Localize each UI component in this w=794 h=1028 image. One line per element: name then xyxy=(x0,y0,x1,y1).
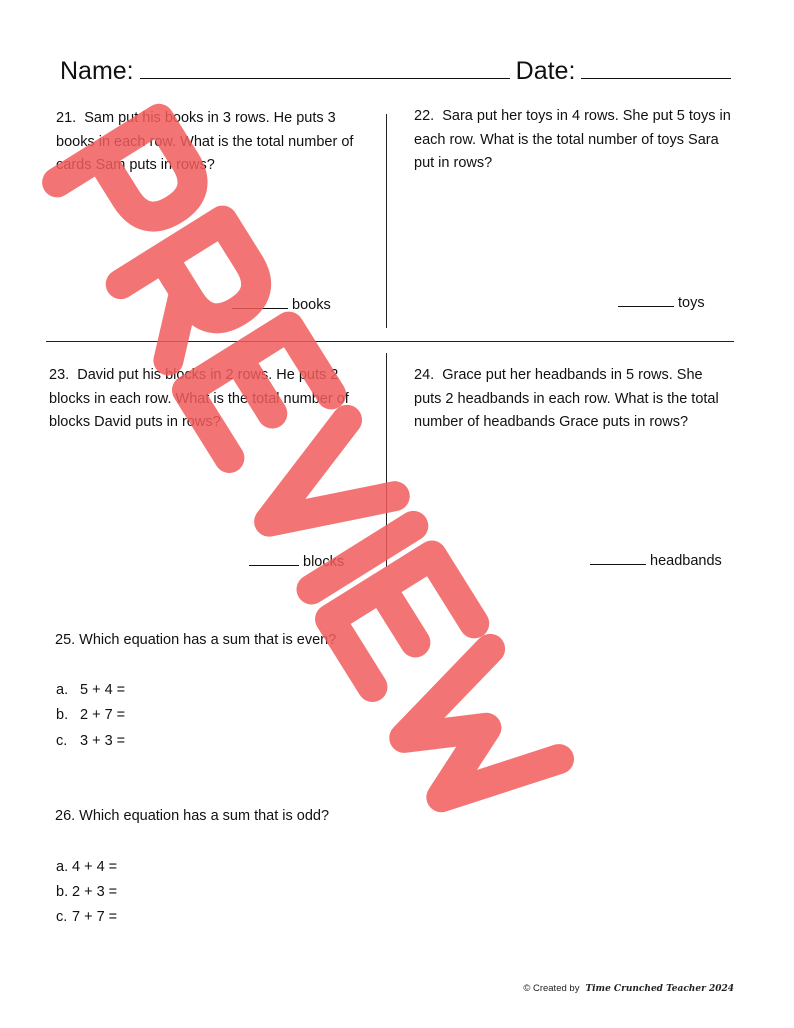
problem-24 xyxy=(414,364,732,435)
choice-25-b xyxy=(56,707,125,723)
problem-number: 21. xyxy=(56,110,77,126)
grid-divider-horizontal xyxy=(46,341,734,342)
date-label: Date: xyxy=(515,57,576,85)
footer-created-by: © Created by xyxy=(523,983,580,994)
problem-number: 22. xyxy=(414,108,435,124)
answer-blank-line xyxy=(618,296,674,307)
choice-equation: 7 + 7 = xyxy=(72,909,118,925)
choice-letter: c. xyxy=(56,909,68,925)
problem-text: Sam put his books in 3 rows. He puts 3 books in each row. What is the total number of cards Sam puts in rows? xyxy=(56,110,354,173)
question-26: 26. Which equation has a sum that is odd? xyxy=(55,808,330,824)
choice-equation: 2 + 7 = xyxy=(80,707,126,723)
answer-unit: books xyxy=(292,297,331,313)
problem-text: Grace put her headbands in 5 rows. She puts 2 headbands in each row. What is the total number of headbands Grace puts in rows? xyxy=(414,367,719,430)
date-blank-line xyxy=(581,54,731,79)
preview-watermark-letters xyxy=(57,119,559,823)
choice-equation: 3 + 3 = xyxy=(80,733,126,749)
choice-equation: 4 + 4 = xyxy=(72,859,118,875)
problem-23 xyxy=(49,364,377,435)
choice-26-b xyxy=(56,884,117,900)
answer-blank-line xyxy=(232,298,288,309)
choice-equation: 5 + 4 = xyxy=(80,682,126,698)
answer-21 xyxy=(232,297,331,313)
choice-25-c xyxy=(56,733,125,749)
choice-letter: a. xyxy=(56,859,69,875)
answer-22 xyxy=(618,295,705,311)
answer-23 xyxy=(249,554,344,570)
choice-26-a xyxy=(56,859,117,875)
name-label: Name: xyxy=(60,57,134,85)
choice-letter: a. xyxy=(56,682,69,698)
answer-blank-line xyxy=(590,554,646,565)
choice-letter: c. xyxy=(56,733,68,749)
choice-letter: b. xyxy=(56,707,69,723)
watermark-letter-v xyxy=(245,420,394,560)
problem-text: David put his blocks in 2 rows. He puts 2 blocks in each row. What is the total number of blocks David puts in rows? xyxy=(49,367,349,430)
watermark-letter-r xyxy=(121,221,270,361)
choice-letter: b. xyxy=(56,884,69,900)
answer-blank-line xyxy=(249,555,299,566)
problem-number: 23. xyxy=(49,367,70,383)
choice-26-c xyxy=(56,909,117,925)
answer-unit: blocks xyxy=(303,554,345,570)
answer-unit: toys xyxy=(678,295,705,311)
choice-25-a xyxy=(56,682,125,698)
footer-brand: Time Crunched Teacher 2024 xyxy=(585,984,734,994)
problem-22 xyxy=(414,105,732,176)
problem-number: 24. xyxy=(414,367,435,383)
watermark-letter-w xyxy=(388,649,559,823)
worksheet-header xyxy=(60,54,740,94)
name-blank-line xyxy=(140,54,510,79)
problem-21 xyxy=(56,107,374,178)
answer-24 xyxy=(590,553,722,569)
grid-divider-vertical-bottom xyxy=(386,353,387,567)
question-25: 25. Which equation has a sum that is even? xyxy=(55,632,337,648)
watermark-letter-e xyxy=(330,556,474,687)
problem-text: Sara put her toys in 4 rows. She put 5 toys in each row. What is the total number of toys Sara put in rows? xyxy=(414,108,731,171)
grid-divider-vertical-top xyxy=(386,114,387,328)
answer-unit: headbands xyxy=(650,553,722,569)
choice-equation: 2 + 3 = xyxy=(72,884,118,900)
footer-credit xyxy=(523,983,734,994)
